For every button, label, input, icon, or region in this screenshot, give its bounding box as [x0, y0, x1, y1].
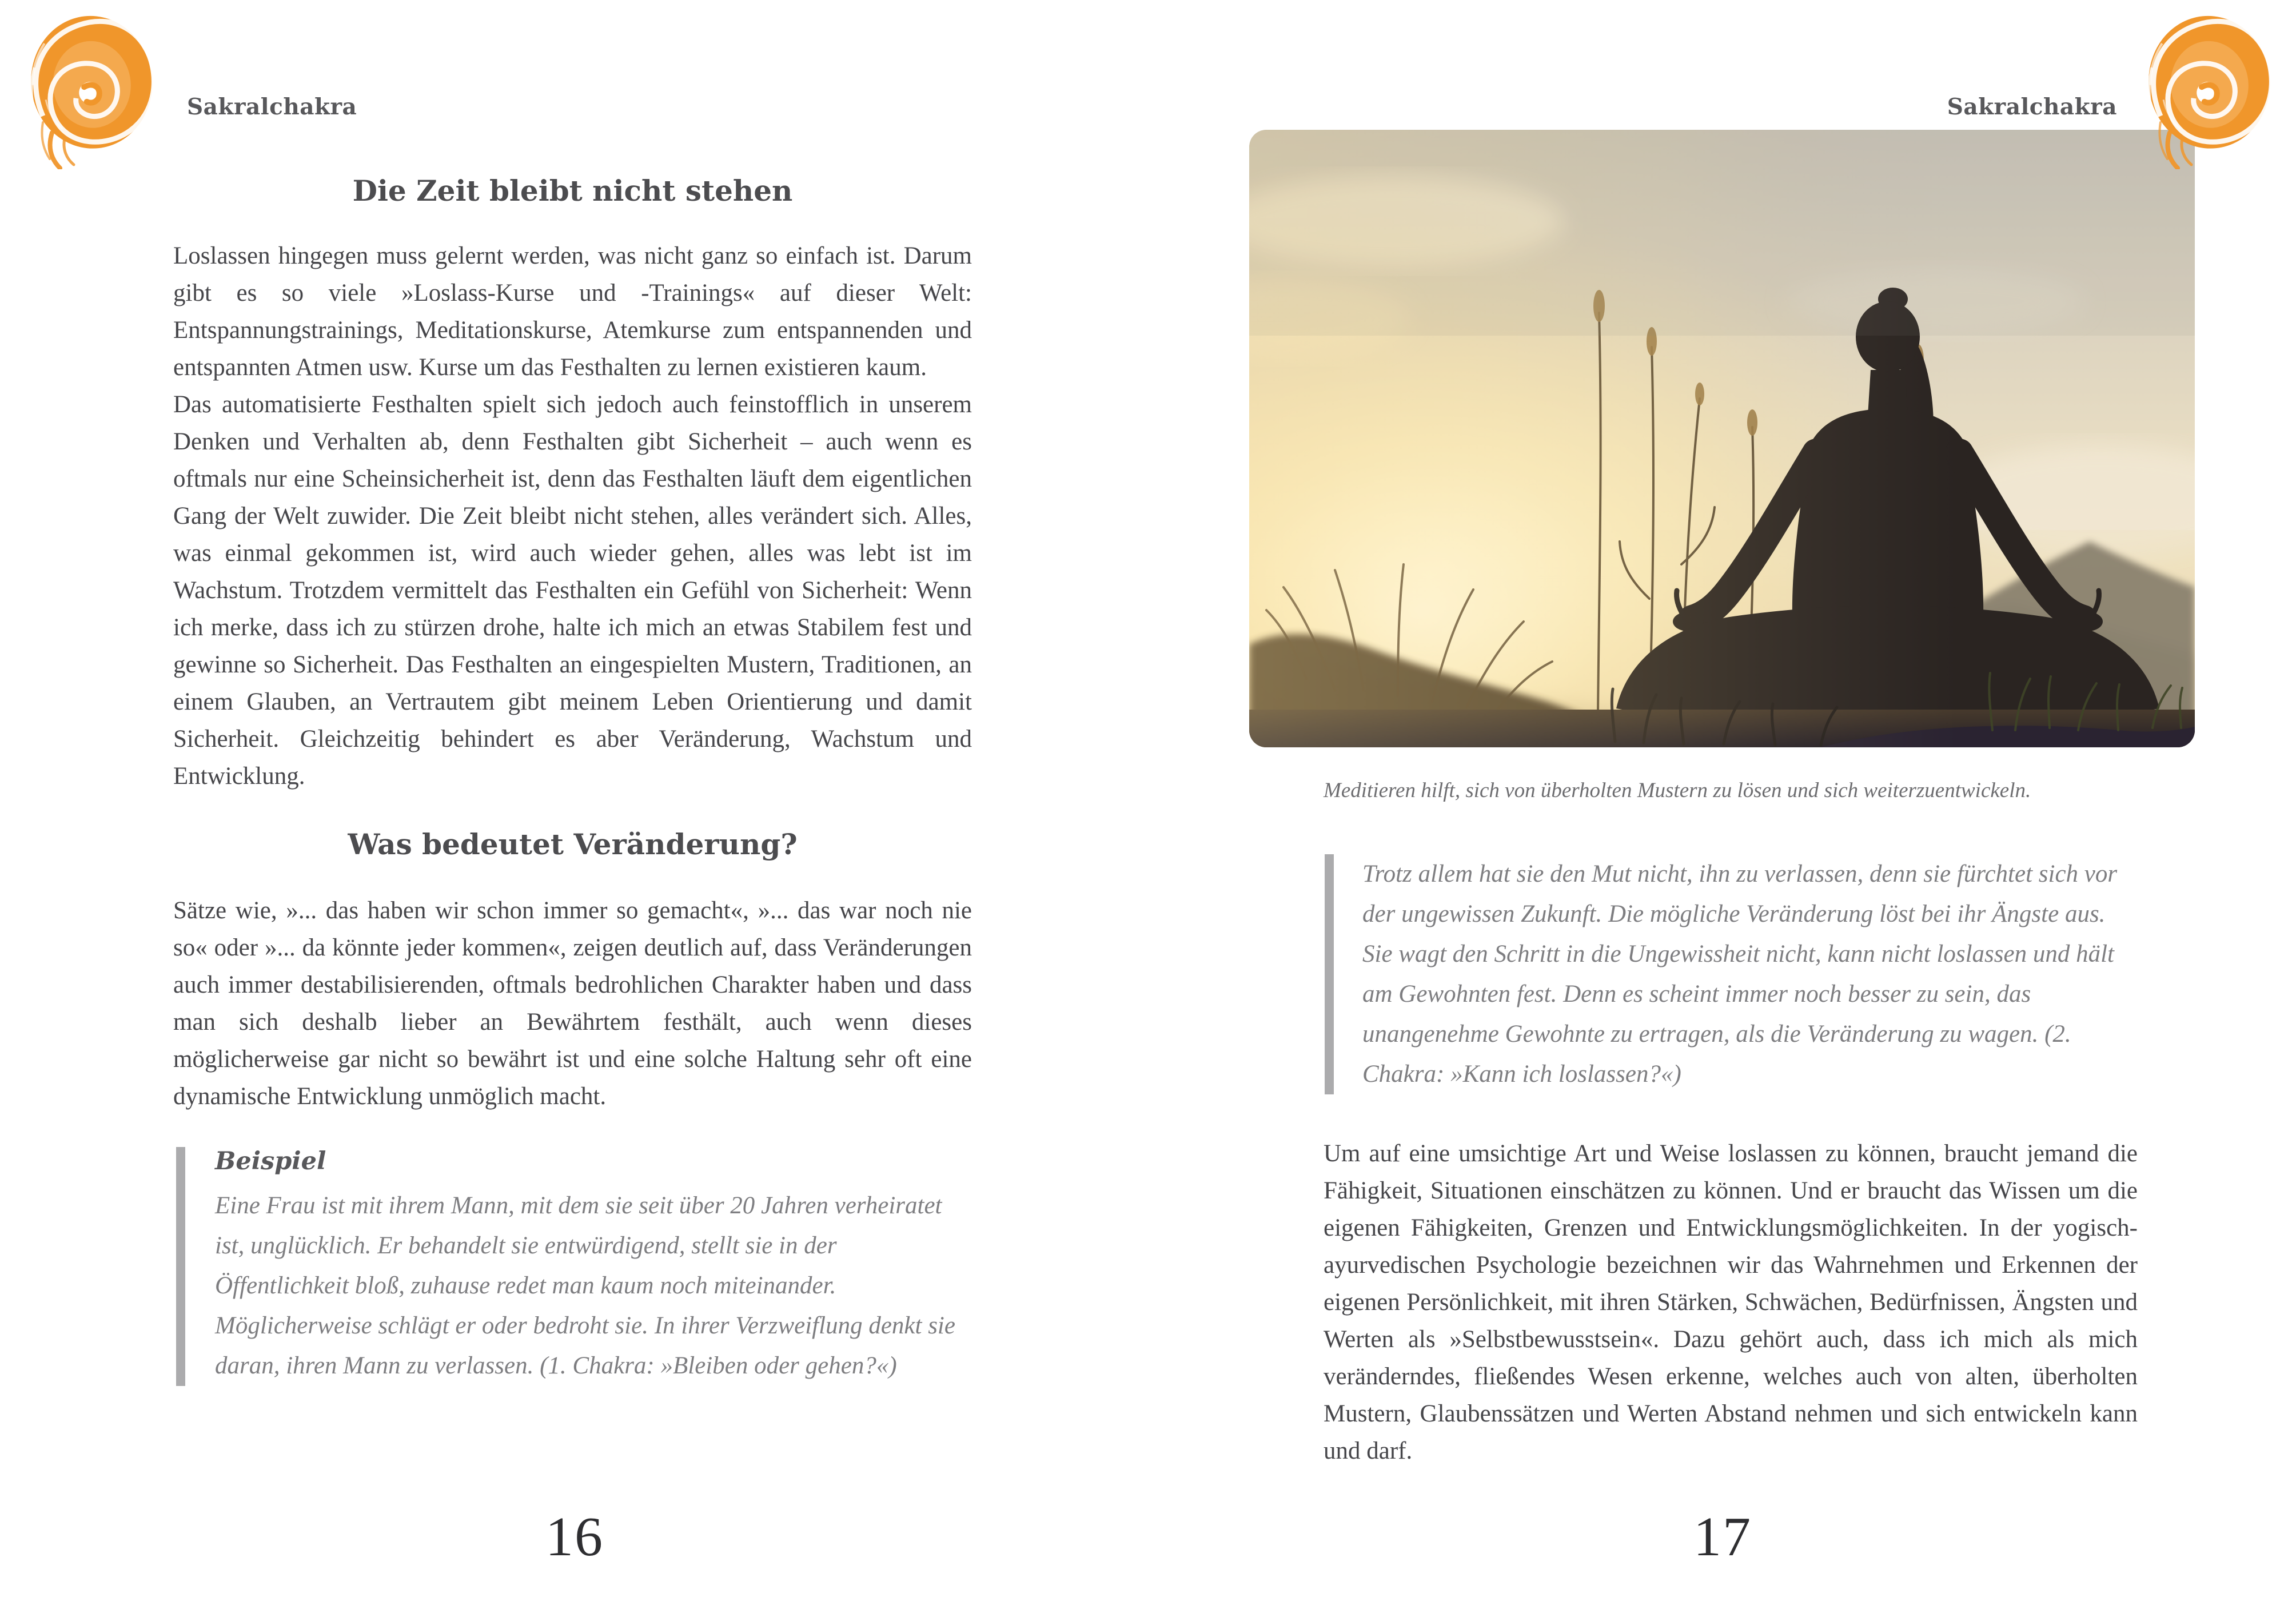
right-page-column	[1324, 1135, 2138, 1469]
meditation-photo	[1249, 130, 2195, 747]
page-number-right: 17	[1693, 1506, 1752, 1568]
example-title: Beispiel	[215, 1147, 326, 1176]
chakra-swirl-icon	[2136, 9, 2279, 169]
body-paragraph: Loslassen hingegen muss gelernt werden, was nicht ganz so einfach ist. Darum gibt es so viele »Loslass-Kurse und -Trainings« auf dieser Welt: Entspannungstrainings, Meditationskurse, Atemkurse zum entspannenden und entspannten Atmen usw. Kurse um das Festhalten zu lernen existieren kaum.	[173, 242, 972, 381]
quote-text: Trotz allem hat sie den Mut nicht, ihn zu verlassen, denn sie fürchtet sich vor der ungewissen Zukunft. Die mögliche Veränderung löst bei ihr Ängste aus. Sie wagt den Schritt in die Ungewissheit nicht, kann nicht loslassen und hält am Gewohnten fest. Denn es scheint immer noch besser zu sein, das unangenehme Gewohnte zu ertragen, als die Veränderung zu wagen. (2. Chakra: »Kann ich loslassen?«)	[1362, 861, 2118, 1088]
quote-block	[1325, 854, 2138, 1094]
example-text: Eine Frau ist mit ihrem Mann, mit dem sie seit über 20 Jahren verheiratet ist, unglücklich. Er behandelt sie entwürdigend, stellt sie in der Öffentlichkeit bloß, zuhause redet man kaum noch miteinander. Möglicherweise schlägt er oder bedroht sie. In ihrer Verzweiflung denkt sie daran, ihren Mann zu verlassen. (1. Chakra: »Bleiben oder gehen?«)	[215, 1192, 955, 1379]
running-head-left: Sakralchakra	[187, 94, 357, 120]
section-title: Die Zeit bleibt nicht stehen	[352, 174, 793, 208]
chakra-swirl-icon	[19, 9, 162, 169]
body-paragraph: Das automatisierte Festhalten spielt sich jedoch auch feinstofflich in unserem Denken und Verhalten ab, denn Festhalten gibt Sicherheit – auch wenn es oftmals nur eine Scheinsicherheit ist, denn das Festhalten läuft dem eigentlichen Gang der Welt zuwider. Die Zeit bleibt nicht stehen, alles verändert sich. Alles, was einmal gekommen ist, wird auch wieder gehen, alles was lebt ist im Wachstum. Trotzdem vermittelt das Festhalten ein Gefühl von Sicherheit: Wenn ich merke, dass ich zu stürzen drohe, halte ich mich an etwas Stabilem fest und gewinne so Sicherheit. Das Festhalten an eingespielten Mustern, Traditionen, an einem Glauben, an Vertrautem gibt meinem Leben Orientierung und damit Sicherheit. Gleichzeitig behindert es aber Veränderung, Wachstum und Entwicklung.	[173, 391, 972, 790]
section-title: Was bedeutet Veränderung?	[348, 827, 798, 861]
body-paragraph: Um auf eine umsichtige Art und Weise loslassen zu können, braucht jemand die Fähigkeit, Situationen einschätzen zu können. Und er braucht das Wissen um die eigenen Fähigkeiten, Grenzen und Entwicklungsmöglichkeiten. In der yogisch-ayurvedischen Psychologie bezeichnen wir das Wahrnehmen und Erkennen der eigenen Persönlichkeit, mit ihren Stärken, Schwächen, Bedürfnissen, Ängsten und Werten als »Selbstbewusstsein«. Dazu gehört auch, dass ich mich als mich veränderndes, fließendes Wesen erkenne, welches auch von alten, überholten Mustern, Glaubenssätzen und Werten Abstand nehmen und sich entwickeln kann und darf.	[1324, 1140, 2138, 1464]
body-paragraph: Sätze wie, »... das haben wir schon immer so gemacht«, »... das war noch nie so« oder »... da könnte jeder kommen«, zeigen deutlich auf, dass Veränderungen auch immer destabilisierenden, oftmals bedrohlichen Charakter haben und dass man sich deshalb lieber an Bewährtem festhält, auch wenn dieses möglicherweise gar nicht so bewährt ist und eine solche Haltung sehr oft eine dynamische Entwicklung unmöglich macht.	[173, 897, 972, 1110]
left-page-column	[173, 173, 972, 1386]
photo-caption: Meditieren hilft, sich von überholten Mustern zu lösen und sich weiterzuentwickeln.	[1324, 779, 2031, 802]
example-block	[176, 1147, 972, 1386]
page-number-left: 16	[545, 1506, 604, 1568]
running-head-right: Sakralchakra	[1947, 94, 2117, 120]
